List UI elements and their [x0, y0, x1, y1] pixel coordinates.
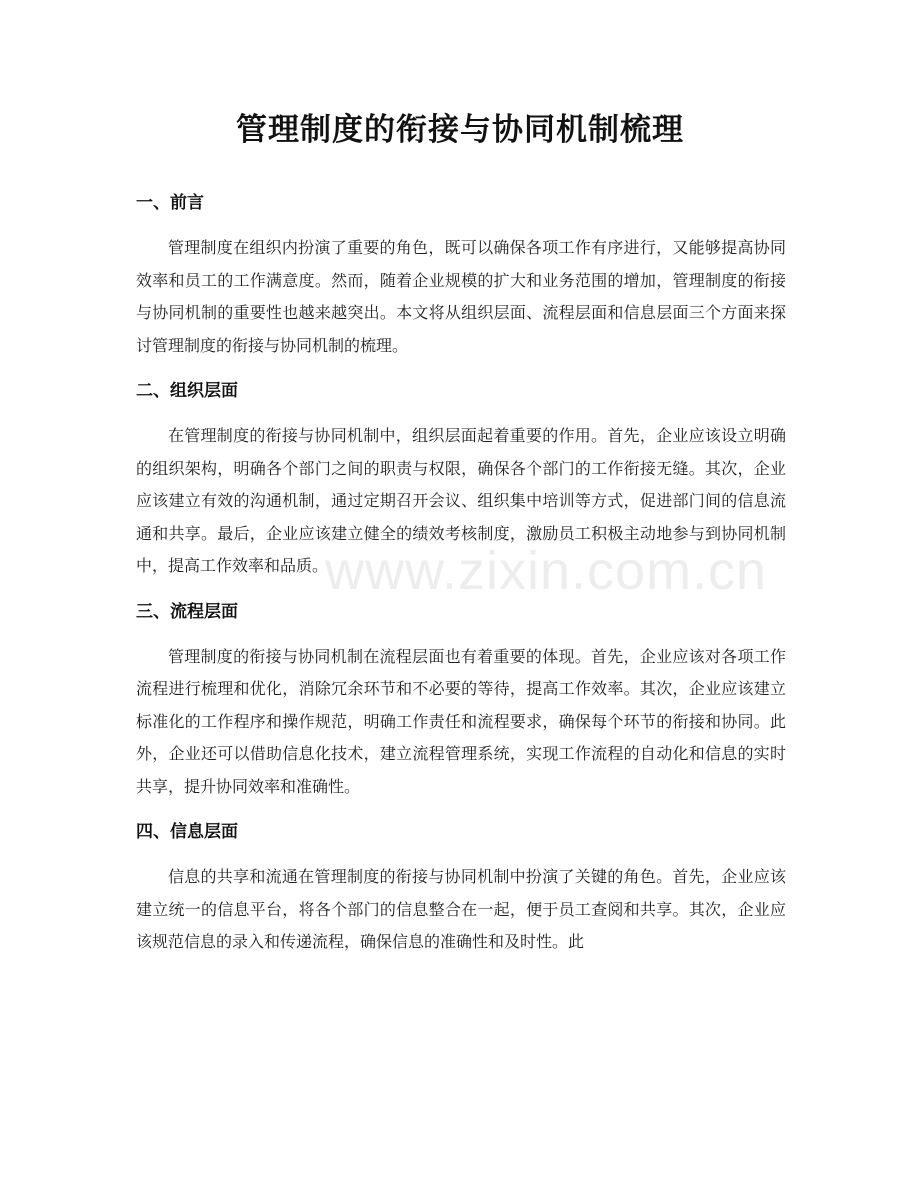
section-heading: 二、组织层面: [136, 381, 238, 401]
section-organization: [136, 376, 786, 583]
watermark-text: www.zixin.com.cn: [325, 541, 768, 601]
section-heading: 一、前言: [136, 193, 204, 213]
section-information: [136, 817, 786, 959]
document-title: 管理制度的衔接与协同机制梳理: [236, 112, 684, 148]
section-heading: 四、信息层面: [136, 822, 238, 842]
section-paragraph: 管理制度的衔接与协同机制在流程层面也有着重要的体现。首先，企业应该对各项工作流程进行梳理和优化，消除冗余环节和不必要的等待，提高工作效率。其次，企业应该建立标准化的工作程序和操作规范，明确工作责任和流程要求，确保每个环节的衔接和协同。此外，企业还可以借助信息化技术，建立流程管理系统，实现工作流程的自动化和信息的实时共享，提升协同效率和准确性。: [136, 646, 786, 796]
section-preface: [136, 188, 786, 362]
section-paragraph: 在管理制度的衔接与协同机制中，组织层面起着重要的作用。首先，企业应该设立明确的组织架构，明确各个部门之间的职责与权限，确保各个部门的工作衔接无缝。其次，企业应该建立有效的沟通机制，通过定期召开会议、组织集中培训等方式，促进部门间的信息流通和共享。最后，企业应该建立健全的绩效考核制度，激励员工积极主动地参与到协同机制中，提高工作效率和品质。: [136, 426, 786, 575]
section-process: [136, 597, 786, 804]
document-body: [136, 188, 786, 973]
section-heading: 三、流程层面: [136, 601, 238, 622]
section-paragraph: 管理制度在组织内扮演了重要的角色，既可以确保各项工作有序进行，又能够提高协同效率和员工的工作满意度。然而，随着企业规模的扩大和业务范围的增加，管理制度的衔接与协同机制的重要性也越来越突出。本文将从组织层面、流程层面和信息层面三个方面来探讨管理制度的衔接与协同机制的梳理。: [136, 238, 786, 355]
section-paragraph: 信息的共享和流通在管理制度的衔接与协同机制中扮演了关键的角色。首先，企业应该建立统一的信息平台，将各个部门的信息整合在一起，便于员工查阅和共享。其次，企业应该规范信息的录入和传递流程，确保信息的准确性和及时性。此: [136, 867, 786, 951]
